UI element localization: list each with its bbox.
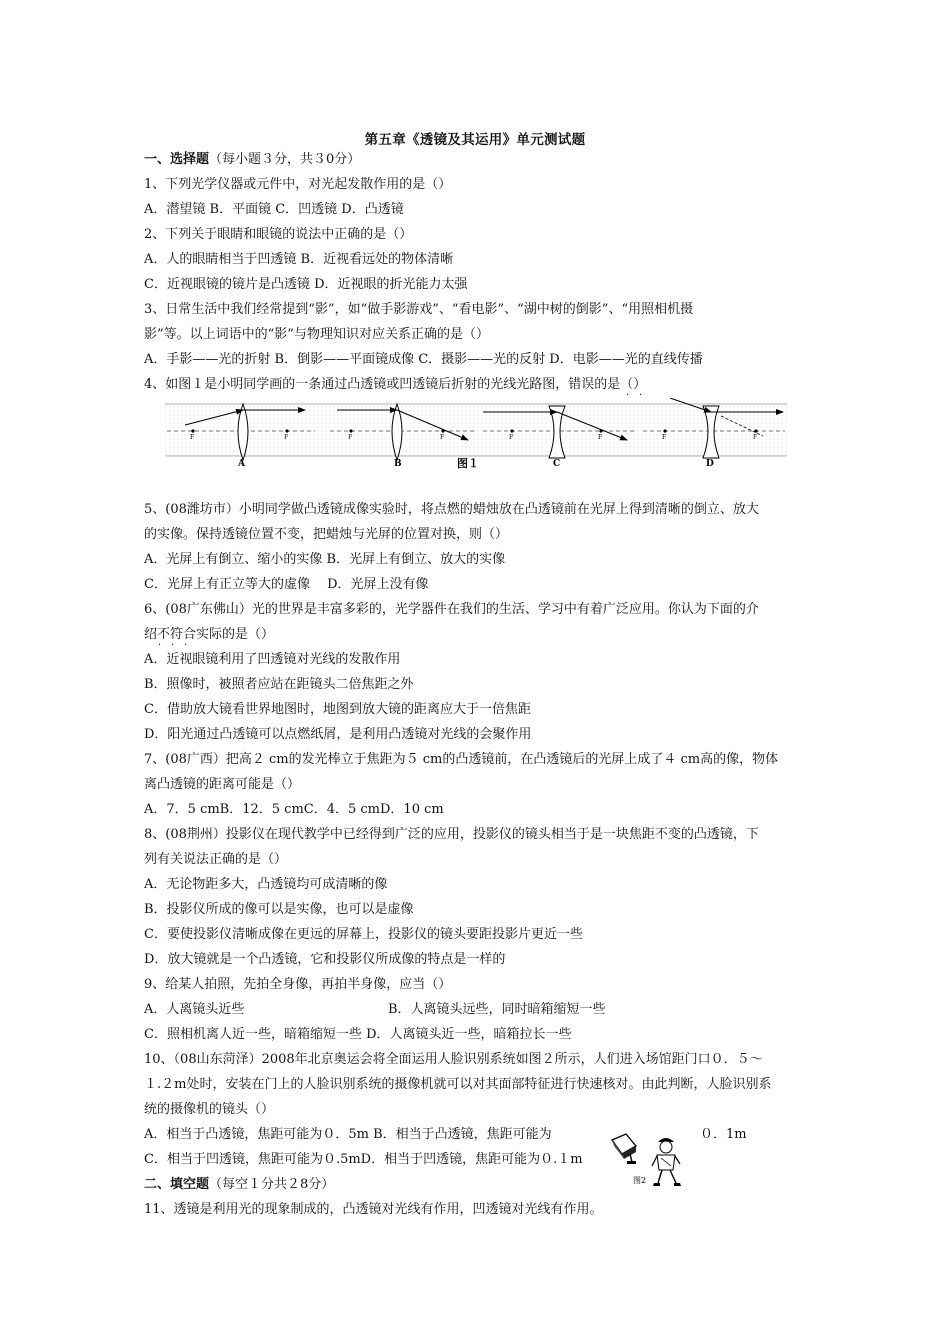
emphasis-dot: · [158,640,162,651]
question-9-option-a: A．人离镜头近些 [144,1002,245,1017]
question-2-options-1: A．人的眼睛相当于凹透镜 B．近视看远处的物体清晰 [144,252,454,267]
emphasis-dot: · [639,390,643,401]
diagram-label-d: D [706,459,714,469]
camera-icon [612,1134,636,1164]
question-1: 1、下列光学仪器或元件中，对光起发散作用的是（） [144,177,452,192]
section-title: 二、填空题 [144,1177,210,1192]
question-8-option-b: B．投影仪所成的像可以是实像，也可以是虚像 [144,902,414,917]
focus-label: F [190,434,195,441]
question-3-line-2: 影”等。以上词语中的“影”与物理知识对应关系正确的是（） [144,327,489,342]
emphasis-dot: · [171,640,175,651]
question-6-option-c: C．借助放大镜看世界地图时，地图到放大镜的距离应大于一倍焦距 [144,702,531,717]
question-4: 4、如图１是小明同学画的一条通过凸透镜或凹透镜后折射的光线光路图，错误的是（） [144,377,647,392]
diagram-label-c: C [553,459,561,469]
figure-2-caption: 图2 [633,1176,647,1185]
focus-label: F [440,434,445,441]
section-note: （每空１分共２8分） [209,1177,335,1192]
question-6-option-d: D．阳光通过凸透镜可以点燃纸屑，是利用凸透镜对光线的会聚作用 [144,727,532,742]
diagram-background [165,404,787,456]
question-3-line-1: 3、日常生活中我们经常提到“影”，如“做手影游戏”、“看电影”、“湖中树的倒影”、“用照相机摄 [144,302,694,317]
question-6-line-2: 绍不符合实际的是（） [144,627,275,642]
question-9: 9、给某人拍照，先拍全身像，再拍半身像，应当（） [144,977,452,992]
focus-label: F [598,434,603,441]
focus-label: F [284,434,289,441]
section-note: （每小题３分，共３0分） [209,152,361,167]
question-6-line-1: 6、(08广东佛山）光的世界是丰富多彩的，光学器件在我们的生活、学习中有着广泛应用。你认为下面的介 [144,602,759,617]
question-1-options: A．潜望镜 B．平面镜 C．凹透镜 D．凸透镜 [144,202,404,217]
question-5-options-1: A．光屏上有倒立、缩小的实像 B．光屏上有倒立、放大的实像 [144,552,506,567]
question-10-options-ab: A．相当于凸透镜，焦距可能为０．5m B．相当于凸透镜，焦距可能为 [144,1127,552,1142]
emphasis-dot: · [184,640,188,651]
question-6-option-b: B．照像时，被照者应站在距镜头二倍焦距之外 [144,677,414,692]
question-7-line-1: 7、(08广西）把高２ cm的发光棒立于焦距为５ cm的凸透镜前，在凸透镜后的光屏上成了４ cm高的像，物体 [144,752,779,767]
section-heading-fill [144,1176,334,1194]
question-7-options: A．7．5 cmB．12．5 cmC．4．5 cmD．10 cm [144,802,444,817]
diagram-label-a: A [238,459,245,469]
page-title: 第五章《透镜及其运用》单元测试题 [364,132,586,148]
emphasis-dot: · [626,390,630,401]
question-8-line-2: 列有关说法正确的是（） [144,852,288,867]
focus-label: F [753,434,758,441]
question-3-options: A．手影——光的折射 B．倒影——平面镜成像 C．摄影——光的反射 D．电影——光的直线传播 [144,352,703,367]
question-8-option-a: A．无论物距多大，凸透镜均可成清晰的像 [144,877,388,892]
question-5-options-2: C．光屏上有正立等大的虚像 D．光屏上没有像 [144,577,429,592]
question-10-option-b-value: ０．1m [700,1127,747,1142]
question-8-line-1: 8、(08荆州）投影仪在现代教学中已经得到广泛的应用，投影仪的镜头相当于是一块焦距不变的凸透镜，下 [144,827,759,842]
question-9-options-cd: C．照相机离人近一些，暗箱缩短一些 D．人离镜头近一些，暗箱拉长一些 [144,1027,572,1042]
question-7-line-2: 离凸透镜的距离可能是（） [144,777,301,792]
question-5-line-1: 5、(08潍坊市）小明同学做凸透镜成像实验时，将点燃的蜡烛放在凸透镜前在光屏上得到清晰的倒立、放大 [144,502,759,517]
section-title: 一、选择题 [144,152,210,167]
question-8-option-d: D．放大镜就是一个凸透镜，它和投影仪所成像的特点是一样的 [144,952,506,967]
question-9-option-b: B．人离镜头远些，同时暗箱缩短一些 [388,1002,606,1017]
figure-1-ray-diagrams [165,398,787,472]
focus-label: F [509,434,514,441]
diagram-label-b: B [394,459,402,469]
figure-1-caption: 图１ [457,457,479,470]
question-11: 11、透镜是利用光的现象制成的，凸透镜对光线有作用，凹透镜对光线有作用。 [144,1202,603,1217]
question-10-line-2: １.２m处时，安装在门上的人脸识别系统的摄像机就可以对其面部特征进行快速核对。由此判断，人脸识别系 [144,1077,772,1092]
focus-label: F [348,434,353,441]
person-icon [652,1138,681,1186]
section-heading-choice [144,151,360,169]
question-2: 2、下列关于眼睛和眼镜的说法中正确的是（） [144,227,413,242]
question-6-option-a: A．近视眼镜利用了凹透镜对光线的发散作用 [144,652,401,667]
question-2-options-2: C．近视眼镜的镜片是凸透镜 D．近视眼的折光能力太强 [144,277,468,292]
question-5-line-2: 的实像。保持透镜位置不变，把蜡烛与光屏的位置对换，则（） [144,527,509,542]
question-10-line-3: 统的摄像机的镜头（） [144,1102,275,1117]
figure-2-face-recognition [606,1128,686,1190]
question-10-options-cd: C．相当于凹透镜，焦距可能为０.5mD．相当于凹透镜，焦距可能为０.１m [144,1152,583,1167]
question-8-option-c: C．要使投影仪清晰成像在更远的屏幕上，投影仪的镜头要距投影片更近一些 [144,927,583,942]
question-10-line-1: 10、（08山东菏泽）2008年北京奥运会将全面运用人脸识别系统如图２所示，人们进入场馆距门口０．５～ [144,1052,763,1067]
focus-label: F [662,434,667,441]
